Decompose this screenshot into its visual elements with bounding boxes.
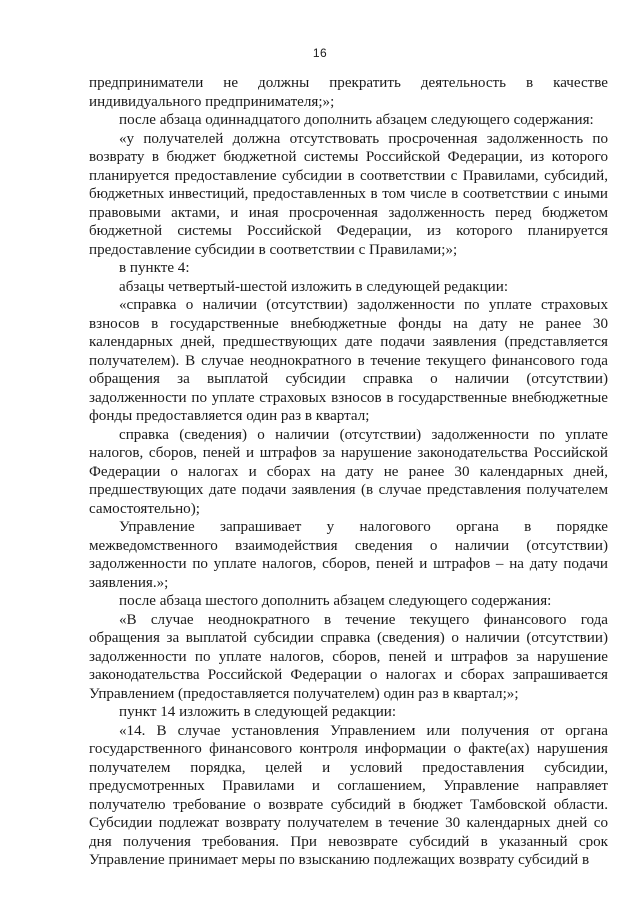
- paragraph-6: «справка о наличии (отсутствии) задолженности по уплате страховых взносов в государственные внебюджетные фонды на дату не ранее 30 календарных дней, предшествующих дате подачи заявления (представляется получателем). В случае неоднократного в течение текущего финансового года обращения за выплатой субсидии справка о наличии (отсутствии) задолженности по уплате страховых взносов в государственные внебюджетные фонды предоставляется один раз в квартал;: [89, 297, 608, 424]
- paragraph-7: справка (сведения) о наличии (отсутствии) задолженности по уплате налогов, сборов, пеней и штрафов за нарушение законодательства Российской Федерации о налогах и сборах на дату не ранее 30 календарных дней, предшествующих дате подачи заявления (в случае представления получателем самостоятельно);: [89, 426, 608, 517]
- paragraph-12: «14. В случае установления Управлением или получения от органа государственного финансового контроля информации о факте(ах) нарушения получателем порядка, целей и условий предоставления субсидии, предусмотренных Правилами и соглашением, Управление направляет получателю требование о возврате субсидий в бюджет Тамбовской области. Субсидии подлежат возврату получателем в течение 30 календарных дней со дня получения требования. При невозврате субсидий в указанный срок Управление принимает меры по взысканию подлежащих возврату субсидий в: [89, 722, 608, 868]
- paragraph-9: после абзаца шестого дополнить абзацем следующего содержания:: [119, 593, 552, 609]
- paragraph-11: пункт 14 изложить в следующей редакции:: [119, 704, 397, 720]
- paragraph-2: после абзаца одиннадцатого дополнить абзацем следующего содержания:: [119, 112, 594, 128]
- document-body: [89, 74, 608, 870]
- page-number: 16: [312, 46, 328, 60]
- paragraph-10: «В случае неоднократного в течение текущего финансового года обращения за выплатой субсидии справка (сведения) о наличии (отсутствии) задолженности по уплате налогов, сборов, пеней и штрафов за нарушение законодательства Российской Федерации о налогах и сборах запрашивается Управлением (предоставляется получателем) один раз в квартал;»;: [89, 611, 608, 702]
- paragraph-4: в пункте 4:: [119, 260, 190, 276]
- paragraph-8: Управление запрашивает у налогового органа в порядке межведомственного взаимодействия сведения о наличии (отсутствии) задолженности по уплате налогов, сборов, пеней и штрафов – на дату подачи заявления.»;: [89, 519, 608, 591]
- paragraph-5: абзацы четвертый-шестой изложить в следующей редакции:: [119, 278, 509, 295]
- paragraph-3: «у получателей должна отсутствовать просроченная задолженность по возврату в бюджет бюджетной системы Российской Федерации, из которого планируется предоставление субсидии в соответствии с Правилами, субсидий, бюджетных инвестиций, предоставленных в том числе в соответствии с иными правовыми актами, и иная просроченная задолженность перед бюджетом бюджетной системы Российской Федерации, из которого планируется предоставление субсидии в соответствии с Правилами;»;: [89, 130, 608, 258]
- paragraph-1: предприниматели не должны прекратить деятельность в качестве индивидуального предпринимателя;»;: [89, 75, 608, 110]
